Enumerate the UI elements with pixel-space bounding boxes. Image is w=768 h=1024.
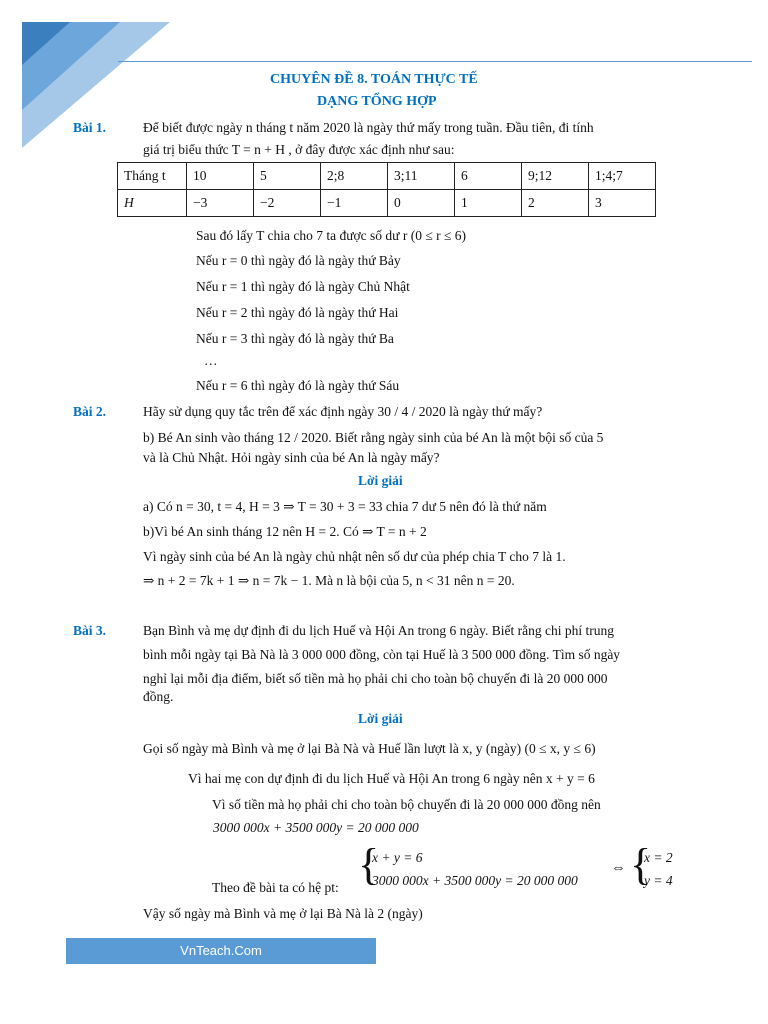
problem-3-line: bình mỗi ngày tại Bà Nà là 3 000 000 đồng, còn tại Huế là 3 500 000 đồng. Tìm số ngày	[143, 647, 621, 662]
left-brace: {	[358, 840, 380, 889]
table-cell: 2;8	[321, 163, 388, 190]
system-eq-2: 3000 000x + 3500 000y = 20 000 000	[372, 873, 578, 888]
problem-3-line: đồng.	[143, 689, 174, 704]
solution-3-system-label: Theo đề bài ta có hệ pt:	[212, 880, 339, 895]
table-cell: −1	[321, 190, 388, 217]
table-cell: 10	[187, 163, 254, 190]
solution-2-title: Lời giải	[358, 473, 403, 488]
problem-3-line: nghỉ lại mỗi địa điểm, biết số tiền mà họ phải chi cho toàn bộ chuyến đi là 20 000 000	[143, 671, 608, 686]
problem-3-line: Bạn Bình và mẹ dự định đi du lịch Huế và Hội An trong 6 ngày. Biết rằng chi phí trung	[143, 623, 614, 638]
rule-line: Nếu r = 0 thì ngày đó là ngày thứ Bảy	[196, 253, 401, 268]
solution-3-line: Vì số tiền mà họ phải chi cho toàn bộ chuyến đi là 20 000 000 đồng nên	[212, 797, 601, 812]
problem-3-label: Bài 3.	[73, 623, 107, 638]
rule-line: Nếu r = 3 thì ngày đó là ngày thứ Ba	[196, 331, 394, 346]
h-value-table	[117, 162, 656, 217]
table-cell: 5	[254, 163, 321, 190]
table-cell: 3;11	[388, 163, 455, 190]
table-cell: 1	[455, 190, 522, 217]
rule-ellipsis: …	[204, 353, 218, 368]
problem-1-line-1: Để biết được ngày n tháng t năm 2020 là ngày thứ mấy trong tuần. Đầu tiên, đi tính	[143, 120, 594, 135]
rule-line: Sau đó lấy T chia cho 7 ta được số dư r (0 ≤ r ≤ 6)	[196, 228, 467, 243]
solution-3-title: Lời giải	[358, 711, 403, 726]
problem-2-line: và là Chủ Nhật. Hỏi ngày sinh của bé An là ngày mấy?	[143, 450, 440, 465]
table-cell: H	[118, 190, 187, 217]
table-cell: 9;12	[522, 163, 589, 190]
solution-3-line: Gọi số ngày mà Bình và mẹ ở lại Bà Nà và Huế lần lượt là x, y (ngày) (0 ≤ x, y ≤ 6)	[143, 741, 596, 756]
table-cell: 2	[522, 190, 589, 217]
table-cell: 3	[589, 190, 656, 217]
solution-2-line: ⇒ n + 2 = 7k + 1 ⇒ n = 7k − 1. Mà n là bội của 5, n < 31 nên n = 20.	[143, 573, 515, 588]
table-cell: 0	[388, 190, 455, 217]
problem-2-label: Bài 2.	[73, 404, 107, 419]
problem-1-line-2: giá trị biểu thức T = n + H , ở đây được xác định như sau:	[143, 142, 455, 157]
system-eq-1: x + y = 6	[372, 850, 423, 865]
solution-3-line: Vì hai mẹ con dự định đi du lịch Huế và Hội An trong 6 ngày nên x + y = 6	[188, 771, 595, 786]
right-brace: {	[630, 840, 652, 889]
solution-3-conclusion: Vậy số ngày mà Bình và mẹ ở lại Bà Nà là 2 (ngày)	[143, 906, 423, 921]
problem-2-line: Hãy sử dụng quy tắc trên để xác định ngày 30 / 4 / 2020 là ngày thứ mấy?	[143, 404, 543, 419]
table-cell: −3	[187, 190, 254, 217]
solution-2-line: Vì ngày sinh của bé An là ngày chủ nhật nên số dư của phép chia T cho 7 là 1.	[143, 549, 566, 564]
page-subtitle: DẠNG TỔNG HỢP	[317, 94, 437, 109]
footer-band	[66, 938, 376, 964]
problem-2-line: b) Bé An sinh vào tháng 12 / 2020. Biết rằng ngày sinh của bé An là một bội số của 5	[143, 430, 604, 445]
solution-x: x = 2	[644, 850, 673, 865]
header-rule	[118, 61, 752, 62]
rule-line: Nếu r = 6 thì ngày đó là ngày thứ Sáu	[196, 378, 400, 393]
table-row	[118, 163, 656, 190]
rule-line: Nếu r = 2 thì ngày đó là ngày thứ Hai	[196, 305, 399, 320]
page-title: CHUYÊN ĐỀ 8. TOÁN THỰC TẾ	[270, 72, 478, 87]
solution-2-line: b)Vì bé An sinh tháng 12 nên H = 2. Có ⇒ T = n + 2	[143, 524, 427, 539]
solution-y: y = 4	[644, 873, 673, 888]
table-cell: 6	[455, 163, 522, 190]
solution-3-equation: 3000 000x + 3500 000y = 20 000 000	[213, 820, 419, 835]
table-cell: Tháng t	[118, 163, 187, 190]
table-cell: −2	[254, 190, 321, 217]
table-cell: 1;4;7	[589, 163, 656, 190]
rule-line: Nếu r = 1 thì ngày đó là ngày Chủ Nhật	[196, 279, 410, 294]
equivalence-symbol: ⇔	[611, 860, 626, 876]
footer-site-name[interactable]: VnTeach.Com	[180, 943, 262, 958]
problem-1-label: Bài 1.	[73, 120, 107, 135]
table-row	[118, 190, 656, 217]
solution-2-line: a) Có n = 30, t = 4, H = 3 ⇒ T = 30 + 3 = 33 chia 7 dư 5 nên đó là thứ năm	[143, 499, 547, 514]
